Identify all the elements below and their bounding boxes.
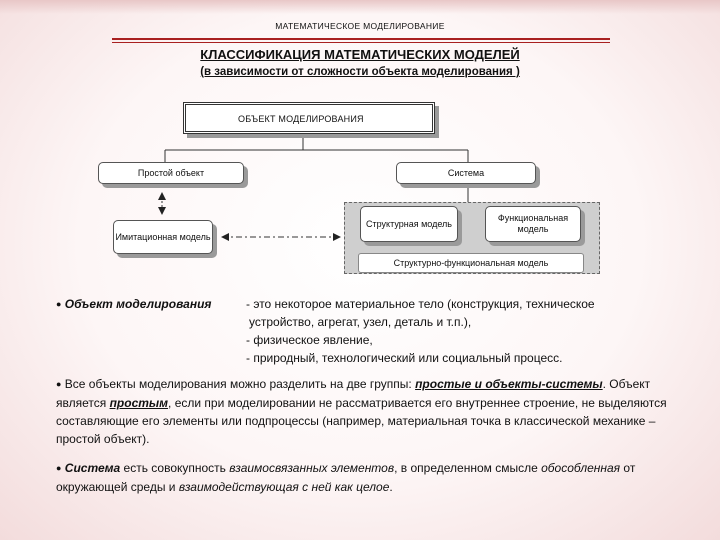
definition-line-1: - это некоторое материальное тело (конструкция, техническое	[246, 297, 595, 311]
slide-section-title: МАТЕМАТИЧЕСКОЕ МОДЕЛИРОВАНИЕ	[275, 21, 445, 31]
object-of-modeling-label: ОБЪЕКТ МОДЕЛИРОВАНИЯ	[238, 114, 364, 124]
bullet-icon: ●	[56, 379, 62, 389]
paragraph-object-definition	[246, 295, 595, 367]
term-simple: простым	[109, 396, 169, 410]
structural-model-box: Структурная модель	[360, 206, 458, 242]
definition-line-2: устройство, агрегат, узел, деталь и т.п.),	[249, 315, 472, 329]
system-box: Система	[396, 162, 536, 184]
paragraph-system-definition: ● Система есть совокупность взаимосвязанных элементов, в определенном смысле обособленная от окружающей среды и взаимодействующая с ней как целое.	[56, 461, 636, 494]
bullet-icon: ●	[56, 463, 62, 473]
term-object-of-modeling: Объект моделирования	[64, 297, 212, 311]
object-of-modeling-box	[183, 102, 435, 134]
page-title: КЛАССИФИКАЦИЯ МАТЕМАТИЧЕСКИХ МОДЕЛЕЙ	[200, 47, 520, 62]
simple-object-box: Простой объект	[98, 162, 244, 184]
definition-line-3: - физическое явление,	[246, 333, 373, 347]
term-simple-and-systems: простые и объекты-системы	[415, 377, 603, 391]
term-system: Система	[61, 461, 121, 475]
functional-model-box: Функциональная модель	[485, 206, 581, 242]
paragraph-object-groups: ● Все объекты моделирования можно разделить на две группы: простые и объекты-системы. Объект является простым, если при моделировании не рассматривается его внутреннее строение, не выделяются составляющие его элементы или подпроцессы (например, материальная точка в классической механике – простой объект).	[56, 377, 667, 446]
bullet-icon: ●	[56, 299, 62, 309]
page-subtitle: (в зависимости от сложности объекта моделирования )	[200, 66, 520, 78]
structural-functional-model-box: Структурно-функциональная модель	[358, 253, 584, 273]
paragraph-object-definition-term	[56, 295, 212, 314]
imitation-model-box: Имитационная модель	[113, 220, 213, 254]
definition-line-4: - природный, технологический или социальный процесс.	[246, 351, 563, 365]
